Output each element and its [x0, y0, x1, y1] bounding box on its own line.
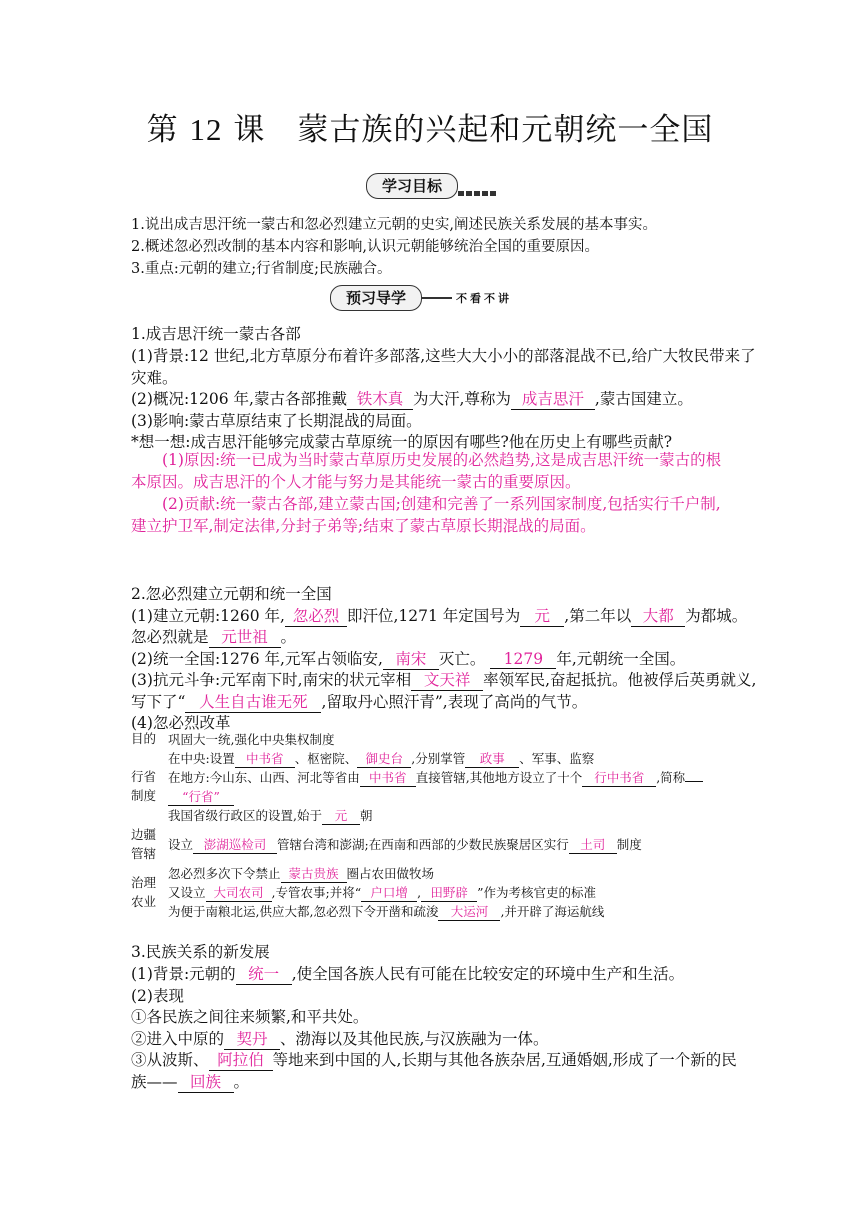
row-label: 管辖: [131, 846, 157, 861]
answer-blank: 忽必烈: [285, 604, 347, 627]
answer-blank: 南宋: [383, 647, 439, 670]
answer-blank: 契丹: [224, 1027, 280, 1050]
table-cell: 在地方:今山东、山西、河北等省由 中书省 直接管辖,其他地方设立了十个 行中书省 ,简称: [168, 768, 703, 787]
answer-blank: 中书省: [360, 768, 416, 787]
text-line: (2)表现: [131, 987, 184, 1005]
answer-blank: 铁木真: [347, 387, 413, 410]
row-label: 农业: [131, 894, 157, 909]
row-label: 治理: [131, 875, 157, 890]
text-line: ③从波斯、 阿拉伯 等地来到中国的人,长期与其他各族杂居,互通婚姻,形成了一个新的民: [131, 1048, 737, 1071]
text-line: ②进入中原的 契丹 、渤海以及其他民族,与汉族融为一体。: [131, 1027, 548, 1050]
text-line: 忽必烈就是 元世祖 。: [131, 625, 296, 648]
preview-banner-sub: 不看不讲: [456, 292, 512, 305]
answer-blank: 政事: [465, 749, 519, 768]
answer-blank: 回族: [178, 1070, 234, 1093]
preview-banner-label: 预习导学: [330, 285, 422, 311]
answer-blank: 中书省: [235, 749, 295, 768]
answer-blank: 御史台: [357, 749, 411, 768]
text-line: (3)影响:蒙古草原结束了长期混战的局面。: [131, 412, 422, 430]
section-heading: 1.成吉思汗统一蒙古各部: [131, 325, 301, 343]
answer-blank: 元: [322, 806, 360, 825]
section-heading: 3.民族关系的新发展: [131, 943, 270, 961]
table-cell: 为便于南粮北运,供应大都,忽必烈下令开凿和疏浚 大运河 ,并开辟了海运航线: [168, 904, 605, 919]
table-cell: 忽必烈多次下令禁止 蒙古贵族 圈占农田做牧场: [168, 866, 435, 881]
goal-item: 3.重点:元朝的建立;行省制度;民族融合。: [131, 261, 392, 277]
answer-blank: 元世祖: [209, 625, 281, 648]
answer-blank: 阿拉伯: [209, 1048, 273, 1071]
text-line: (3)抗元斗争:元军南下时,南宋的状元宰相 文天祥 率领军民,奋起抵抗。他被俘后英勇就义,: [131, 668, 756, 691]
answer-blank: 大都: [631, 604, 685, 627]
text-line: 族—— 回族 。: [131, 1070, 249, 1093]
row-label: 边疆: [131, 827, 157, 842]
section-heading: 2.忽必烈建立元朝和统一全国: [131, 585, 332, 603]
text-line: (2)统一全国:1276 年,元军占领临安, 南宋 灭亡。 1279 年,元朝统一全国。: [131, 647, 685, 670]
answer-text: (2)贡献:统一蒙古各部,建立蒙古国;创建和完善了一系列国家制度,包括实行千户制,建立护卫军,制定法律,分封子弟等;结束了蒙古草原长期混战的局面。: [131, 495, 721, 535]
think-question: *想一想:成吉思汗能够完成蒙古草原统一的原因有哪些?他在历史上有哪些贡献?: [131, 433, 673, 451]
goal-item: 2.概述忽必烈改制的基本内容和影响,认识元朝能够统治全国的重要原因。: [131, 239, 599, 255]
table-cell: [168, 787, 234, 806]
table-cell: 又设立 大司农司 ,专管农事;并将“ 户口增 , 田野辟 ”作为考核官吏的标准: [168, 885, 596, 900]
row-label: 行省: [131, 769, 157, 784]
text-line: ①各民族之间往来频繁,和平共处。: [131, 1008, 369, 1026]
answer-blank: 成吉思汗: [511, 387, 595, 410]
preview-banner: [330, 283, 530, 313]
answer-blank: 人生自古谁无死: [185, 690, 321, 713]
text-line: (1)背景:元朝的 统一 ,使全国各族人民有可能在比较安定的环境中生产和生活。: [131, 962, 684, 985]
text-line: 写下了“ 人生自古谁无死 ,留取丹心照汗青”,表现了高尚的气节。: [131, 690, 587, 713]
text-line: (1)背景:12 世纪,北方草原分布着许多部落,这些大大小小的部落混战不已,给广大牧民带来了: [131, 347, 756, 365]
answer-blank: 大司农司: [206, 883, 272, 902]
goal-item: 1.说出成吉思汗统一蒙古和忽必烈建立元朝的史实,阐述民族关系发展的基本事实。: [131, 217, 657, 233]
goal-banner-label: 学习目标: [366, 173, 458, 199]
goal-banner: [366, 171, 496, 201]
answer-blank: 户口增: [361, 883, 417, 902]
page-title: 第 12 课 蒙古族的兴起和元朝统一全国: [146, 112, 714, 148]
answer-blank: 元: [520, 604, 564, 627]
answer-blank: 行中书省: [582, 768, 656, 787]
answer-blank: 统一: [236, 962, 292, 985]
answer-blank: 土司: [569, 835, 617, 854]
row-label: 制度: [131, 788, 157, 803]
table-cell: 在中央:设置 中书省 、枢密院、 御史台 ,分别掌管 政事 、军事、监察: [168, 751, 595, 766]
answer-blank: 文天祥: [411, 668, 483, 691]
answer-blank: 田野辟: [421, 883, 477, 902]
table-cell: 巩固大一统,强化中央集权制度: [168, 732, 335, 747]
answer-blank: “行省”: [168, 787, 234, 806]
answer-blank: 蒙古贵族: [281, 864, 347, 883]
row-label: 目的: [131, 731, 157, 746]
table-cell: 设立 澎湖巡检司 管辖台湾和澎湖;在西南和西部的少数民族聚居区实行 土司 制度: [168, 837, 642, 852]
banner-dash: [422, 297, 452, 299]
text-line: 灾难。: [131, 369, 178, 387]
text-line: (1)建立元朝:1260 年, 忽必烈 即汗位,1271 年定国号为 元 ,第二年以 大都 为都城。: [131, 604, 747, 627]
table-cell: 我国省级行政区的设置,始于 元 朝: [168, 808, 373, 823]
answer-blank: 大运河: [438, 902, 500, 921]
answer-blank: 1279: [490, 650, 556, 669]
answer-blank: 澎湖巡检司: [193, 835, 277, 854]
banner-decoration: [458, 191, 496, 196]
text-line: (4)忽必烈改革: [131, 714, 231, 732]
answer-text: (1)原因:统一已成为当时蒙古草原历史发展的必然趋势,这是成吉思汗统一蒙古的根本原因。成吉思汗的个人才能与努力是其能统一蒙古的重要原因。: [131, 451, 722, 491]
text-line: (2)概况:1206 年,蒙古各部推戴 铁木真 为大汗,尊称为 成吉思汗 ,蒙古国建立。: [131, 387, 693, 410]
